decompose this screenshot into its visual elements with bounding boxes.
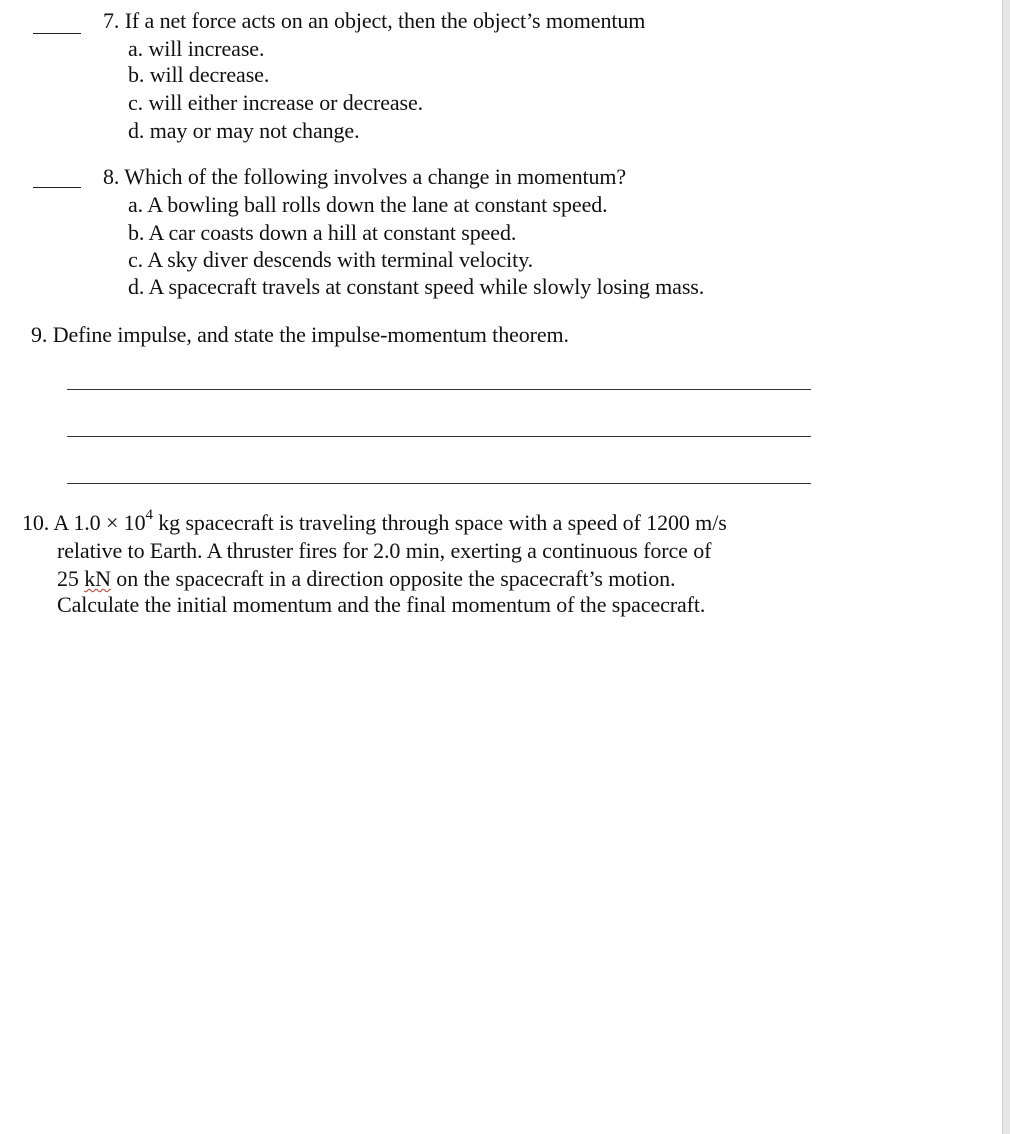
q8-stem: 8. Which of the following involves a change in momentum? xyxy=(103,164,627,189)
q10-line-3 xyxy=(57,566,675,592)
q9-answer-line-2[interactable] xyxy=(67,436,811,437)
q8-option-b: b. A car coasts down a hill at constant speed. xyxy=(128,220,517,245)
spellcheck-flagged-unit[interactable]: kN xyxy=(84,566,111,591)
q7-option-d: d. may or may not change. xyxy=(128,118,360,143)
q9-answer-line-1[interactable] xyxy=(67,389,811,390)
q7-option-b: b. will decrease. xyxy=(128,62,270,87)
q10-line-1 xyxy=(22,506,727,536)
q7-option-c: c. will either increase or decrease. xyxy=(128,90,424,115)
q8-option-d: d. A spacecraft travels at constant speed while slowly losing mass. xyxy=(128,274,705,299)
q8-option-c: c. A sky diver descends with terminal velocity. xyxy=(128,247,534,272)
q10-line-1-end: kg spacecraft is traveling through space with a speed of 1200 m/s xyxy=(152,510,727,535)
window-right-edge xyxy=(1002,0,1010,1134)
answer-blank-q8[interactable] xyxy=(33,187,81,188)
q10-line-2: relative to Earth. A thruster fires for 2.0 min, exerting a continuous force of xyxy=(57,538,712,563)
q10-exponent: 4 xyxy=(145,506,153,523)
q10-line-1-start: 10. A 1.0 × 10 xyxy=(22,510,146,535)
q7-stem: 7. If a net force acts on an object, then the object’s momentum xyxy=(103,8,646,33)
q9-stem: 9. Define impulse, and state the impulse-momentum theorem. xyxy=(31,322,569,347)
q10-line-3-start: 25 xyxy=(57,566,85,591)
answer-blank-q7[interactable] xyxy=(33,33,81,34)
q10-line-3-end: on the spacecraft in a direction opposite the spacecraft’s motion. xyxy=(110,566,676,591)
q8-option-a: a. A bowling ball rolls down the lane at constant speed. xyxy=(128,192,608,217)
q7-option-a: a. will increase. xyxy=(128,36,265,61)
q10-line-4: Calculate the initial momentum and the final momentum of the spacecraft. xyxy=(57,592,706,617)
q9-answer-line-3[interactable] xyxy=(67,483,811,484)
